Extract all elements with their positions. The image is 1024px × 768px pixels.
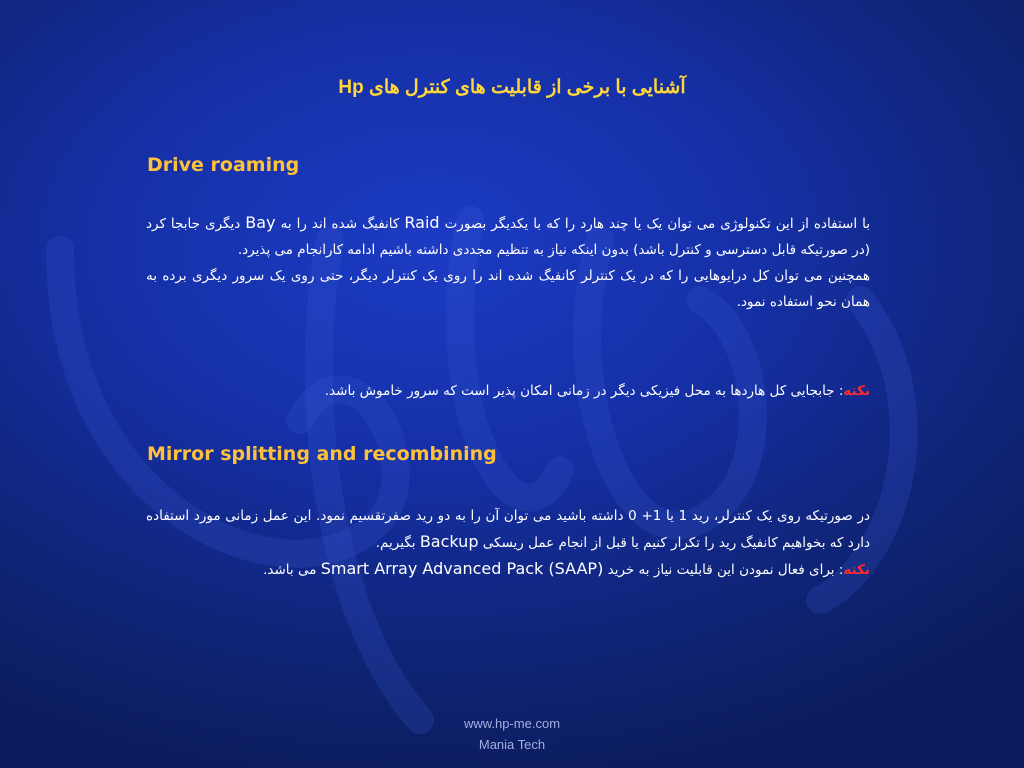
drive-roaming-paragraph-2: همچنین می توان کل درایوهایی را که در یک کنترلر کانفیگ شده اند را روی یک کنترلر دیگر، حتی روی یک سرور دیگری برده به همان نحو استفاده نمود. <box>146 268 870 310</box>
footer-website: www.hp-me.com <box>463 716 561 731</box>
note-label: نکته <box>843 562 870 578</box>
note-text: : جابجایی کل هاردها به محل فیزیکی دیگر در زمانی امکان پذیر است که سرور خاموش باشد. <box>324 383 844 399</box>
section-heading-mirror-splitting: Mirror splitting and recombining <box>147 443 497 465</box>
mirror-splitting-note: نکته: برای فعال نمودن این قابلیت نیاز به خرید Smart Array Advanced Pack (SAAP) می باشد. <box>263 559 870 578</box>
footer-brand: Mania Tech <box>478 737 546 752</box>
section-heading-drive-roaming: Drive roaming <box>147 154 300 176</box>
mirror-splitting-body <box>146 503 870 583</box>
mirror-splitting-paragraph: در صورتیکه روی یک کنترلر، رید 1 یا 1+ 0 داشته باشید می توان آن را به دو رید صفرتقسیم نمود. این عمل زمانی مورد استفاده دارد که بخواهیم کانفیگ رید را تکرار کنیم یا قبل از انجام عمل ریسکی Backup بگیریم. <box>146 508 871 551</box>
drive-roaming-paragraph-1: با استفاده از این تکنولوژی می توان یک یا چند هارد را که با یکدیگر بصورت Raid کانفیگ شده اند را به Bay دیگری جابجا کرد (در صورتیکه قابل دسترسی و کنترل باشد) بدون اینکه نیاز به تنظیم مجددی داشته باشیم ادامه کارانجام می پذیرد. <box>146 213 870 258</box>
note-label: نکته <box>843 383 870 399</box>
drive-roaming-body <box>146 210 870 315</box>
slide-footer <box>0 713 1024 755</box>
drive-roaming-note <box>146 378 870 404</box>
slide-title: آشنایی با برخی از قابلیت های کنترل های Hp <box>338 77 686 98</box>
